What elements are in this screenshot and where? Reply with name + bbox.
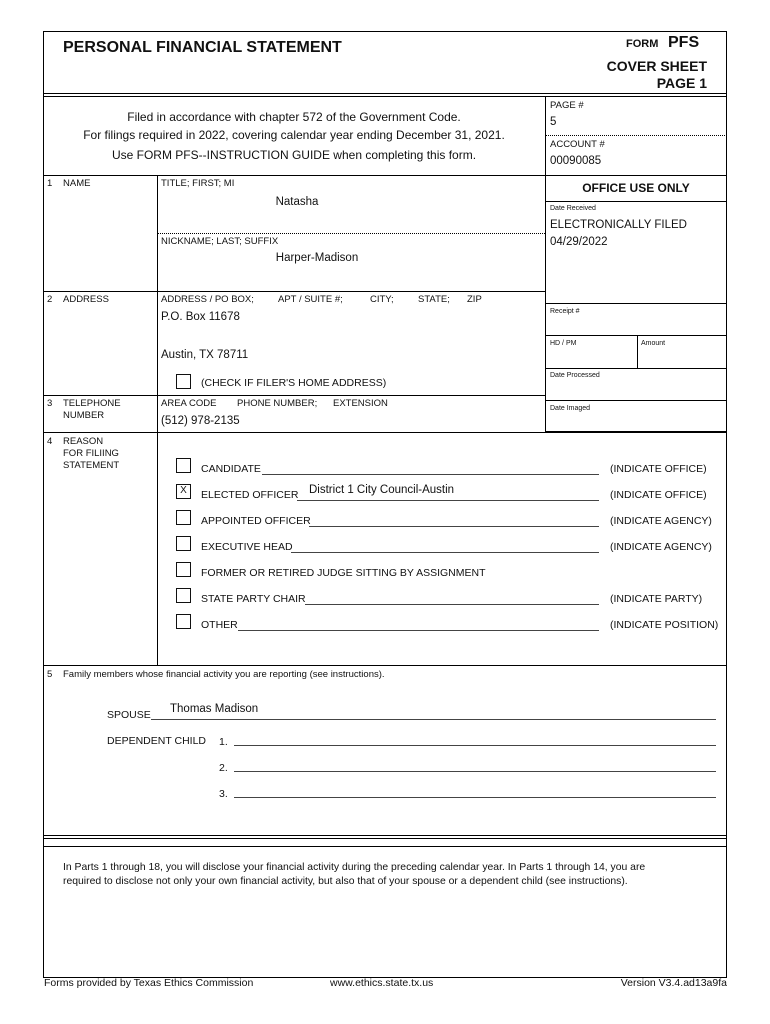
appointed-officer-label: APPOINTED OFFICER: [201, 515, 311, 527]
office-use-divider: [545, 335, 727, 336]
section-label: TELEPHONE: [63, 398, 121, 409]
former-judge-checkbox[interactable]: [176, 562, 191, 577]
field-label: EXTENSION: [333, 398, 388, 409]
office-use-divider: [637, 335, 638, 368]
section-divider: [43, 432, 727, 433]
date-received-value: ELECTRONICALLY FILED: [550, 219, 687, 231]
form-word: FORM: [626, 38, 659, 50]
date-processed-label: Date Processed: [550, 372, 600, 379]
phone-field[interactable]: (512) 978-2135: [161, 415, 240, 427]
address-line-2[interactable]: Austin, TX 78711: [161, 349, 249, 361]
page-title: PERSONAL FINANCIAL STATEMENT: [63, 39, 342, 56]
header-divider: [43, 93, 727, 94]
account-label: ACCOUNT #: [550, 139, 605, 150]
section-label: Family members whose financial activity you are reporting (see instructions).: [63, 669, 385, 680]
section-number: 3: [47, 398, 53, 409]
date-imaged-label: Date Imaged: [550, 405, 591, 412]
former-judge-label: FORMER OR RETIRED JUDGE SITTING BY ASSIGNMENT: [201, 567, 486, 579]
spouse-line: [151, 719, 716, 720]
state-party-chair-party-line[interactable]: [305, 604, 599, 605]
section-label: STATEMENT: [63, 460, 120, 471]
field-label: APT / SUITE #;: [278, 294, 343, 305]
notice-text: required to disclose not only your own financial activity, but also that of your spouse or a dependent child (see instructions).: [63, 876, 628, 887]
section-label: NAME: [63, 178, 91, 189]
home-address-label: (CHECK IF FILER'S HOME ADDRESS): [201, 377, 387, 389]
appointed-officer-indicator: (INDICATE AGENCY): [610, 515, 712, 527]
elected-officer-checkbox[interactable]: X: [176, 484, 191, 499]
dependent-child-label: DEPENDENT CHILD: [107, 735, 206, 747]
section-divider: [43, 665, 727, 666]
intro-line: Filed in accordance with chapter 572 of the Government Code.: [127, 110, 461, 124]
section-number: 5: [47, 669, 53, 680]
section-divider: [43, 291, 545, 292]
appointed-officer-agency-line[interactable]: [309, 526, 599, 527]
section-divider: [43, 835, 727, 836]
name-separator: [157, 233, 545, 234]
page-number-label: PAGE #: [550, 100, 584, 111]
candidate-office-line[interactable]: [262, 474, 599, 475]
executive-head-indicator: (INDICATE AGENCY): [610, 541, 712, 553]
child-number: 2.: [219, 762, 228, 774]
child-number: 3.: [219, 788, 228, 800]
footer-provider: Forms provided by Texas Ethics Commission: [44, 977, 254, 989]
section-divider: [43, 846, 727, 847]
section-divider: [43, 395, 545, 396]
executive-head-agency-line[interactable]: [291, 552, 599, 553]
field-label: AREA CODE: [161, 398, 217, 409]
section-label: NUMBER: [63, 410, 105, 421]
account-value[interactable]: 00090085: [550, 155, 602, 167]
field-label: PHONE NUMBER;: [237, 398, 318, 409]
child-number: 1.: [219, 736, 228, 748]
home-address-checkbox[interactable]: [176, 374, 191, 389]
appointed-officer-checkbox[interactable]: [176, 510, 191, 525]
section-label: FOR FILIING: [63, 448, 119, 459]
other-position-line[interactable]: [238, 630, 599, 631]
office-use-divider: [545, 400, 727, 401]
page-account-separator: [545, 135, 727, 136]
header-divider: [43, 96, 727, 97]
field-label: ZIP: [467, 294, 482, 305]
executive-head-label: EXECUTIVE HEAD: [201, 541, 293, 553]
field-label: TITLE; FIRST; MI: [161, 178, 235, 189]
state-party-chair-checkbox[interactable]: [176, 588, 191, 603]
amount-label: Amount: [641, 340, 666, 347]
section-number: 4: [47, 436, 53, 447]
footer-version: Version V3.4.ad13a9fa: [620, 977, 727, 989]
date-received-date: 04/29/2022: [550, 236, 608, 248]
candidate-indicator: (INDICATE OFFICE): [610, 463, 707, 475]
cover-sheet-label: COVER SHEET: [606, 58, 707, 74]
hd-pm-label: HD / PM: [550, 340, 577, 347]
elected-officer-indicator: (INDICATE OFFICE): [610, 489, 707, 501]
elected-officer-office-field[interactable]: District 1 City Council-Austin: [309, 484, 455, 496]
office-use-heading: OFFICE USE ONLY: [582, 181, 690, 195]
first-name-field[interactable]: Natasha: [275, 196, 319, 208]
executive-head-checkbox[interactable]: [176, 536, 191, 551]
label-column-divider: [157, 175, 158, 665]
elected-officer-office-line: [297, 500, 599, 501]
receipt-label: Receipt #: [550, 308, 580, 315]
office-use-divider: [545, 201, 727, 202]
state-party-chair-label: STATE PARTY CHAIR: [201, 593, 306, 605]
dependent-child-field-1[interactable]: [234, 745, 716, 746]
section-number: 1: [47, 178, 53, 189]
field-label: ADDRESS / PO BOX;: [161, 294, 254, 305]
elected-officer-label: ELECTED OFFICER: [201, 489, 299, 501]
field-label: NICKNAME; LAST; SUFFIX: [161, 236, 279, 247]
dependent-child-field-3[interactable]: [234, 797, 716, 798]
last-name-field[interactable]: Harper-Madison: [275, 252, 359, 264]
spouse-label: SPOUSE: [107, 709, 151, 721]
other-indicator: (INDICATE POSITION): [610, 619, 719, 631]
office-use-divider: [545, 368, 727, 369]
address-line-1[interactable]: P.O. Box 11678: [161, 311, 240, 323]
other-checkbox[interactable]: [176, 614, 191, 629]
field-label: CITY;: [370, 294, 394, 305]
other-label: OTHER: [201, 619, 238, 631]
section-divider: [43, 838, 727, 839]
section-number: 2: [47, 294, 53, 305]
field-label: STATE;: [418, 294, 450, 305]
state-party-chair-indicator: (INDICATE PARTY): [610, 593, 703, 605]
form-code: PFS: [668, 34, 700, 51]
intro-line: For filings required in 2022, covering calendar year ending December 31, 2021.: [83, 128, 505, 142]
section-label: ADDRESS: [63, 294, 109, 305]
candidate-label: CANDIDATE: [201, 463, 261, 475]
dependent-child-field-2[interactable]: [234, 771, 716, 772]
spouse-field[interactable]: Thomas Madison: [170, 703, 259, 715]
office-use-divider: [545, 303, 727, 304]
intro-line: Use FORM PFS--INSTRUCTION GUIDE when completing this form.: [111, 148, 477, 162]
candidate-checkbox[interactable]: [176, 458, 191, 473]
footer-website[interactable]: www.ethics.state.tx.us: [330, 977, 434, 989]
page-label: PAGE 1: [656, 75, 707, 91]
section-label: REASON: [63, 436, 104, 447]
date-received-label: Date Received: [550, 205, 596, 212]
notice-text: In Parts 1 through 18, you will disclose your financial activity during the preceding calendar year. In Parts 1 through 14, you are: [63, 862, 646, 873]
page-number-value[interactable]: 5: [550, 116, 557, 128]
